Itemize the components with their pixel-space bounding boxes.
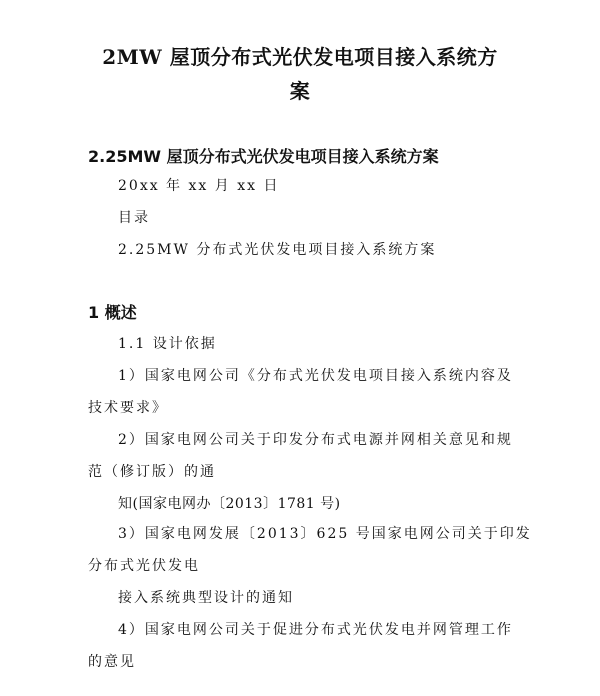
reference-item-2-line-2: 范（修订版）的通 [88, 464, 216, 480]
reference-item-2-line-3: 知(国家电网办〔2013〕1781 号) [118, 496, 341, 512]
reference-item-4-line-1: 4）国家电网公司关于促进分布式光伏发电并网管理工作 [118, 622, 513, 638]
chapter-heading: 1 概述 [88, 303, 137, 322]
reference-item-4-line-2: 的意见 [88, 654, 136, 670]
reference-item-1-line-2: 技术要求》 [88, 400, 168, 416]
date-line: 20xx 年 xx 月 xx 日 [118, 178, 280, 194]
title-line-2: 案 [289, 79, 311, 103]
document-title [60, 40, 540, 108]
title-line-1: 2MW 屋顶分布式光伏发电项目接入系统方 [102, 45, 498, 69]
toc-item: 2.25MW 分布式光伏发电项目接入系统方案 [118, 242, 437, 258]
reference-item-2-line-1: 2）国家电网公司关于印发分布式电源并网相关意见和规 [118, 432, 513, 448]
reference-item-3-line-1: 3）国家电网发展〔2013〕625 号国家电网公司关于印发 [118, 526, 532, 542]
reference-item-3-line-2: 分布式光伏发电 [88, 558, 200, 574]
reference-item-3-line-3: 接入系统典型设计的通知 [118, 590, 294, 606]
toc-label: 目录 [118, 210, 150, 226]
reference-item-1-line-1: 1）国家电网公司《分布式光伏发电项目接入系统内容及 [118, 368, 513, 384]
subsection-heading: 1.1 设计依据 [118, 336, 217, 352]
section-heading: 2.25MW 屋顶分布式光伏发电项目接入系统方案 [88, 147, 439, 166]
